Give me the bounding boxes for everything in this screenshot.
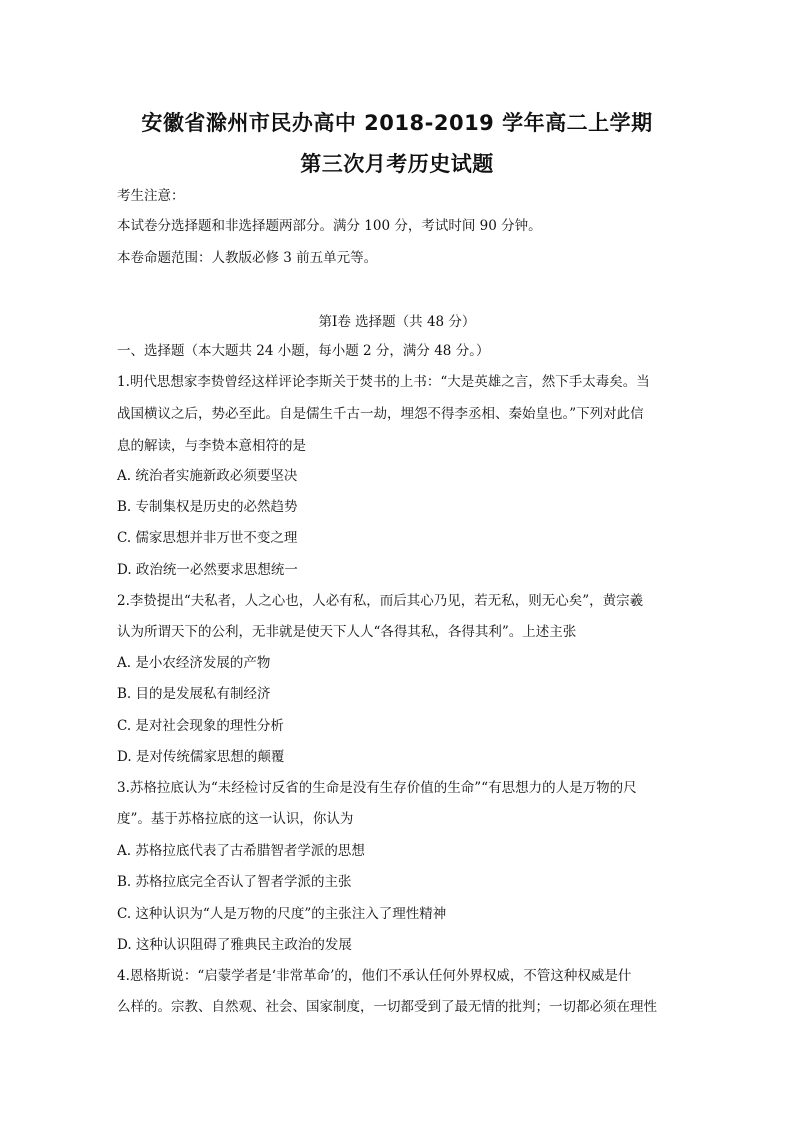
notice-item-1: 本试卷分选择题和非选择题两部分。满分 100 分，考试时间 90 分钟。: [117, 218, 542, 234]
question-3-option-c: C. 这种认识为“人是万物的尺度”的主张注入了理性精神: [117, 906, 447, 922]
question-2-stem-line1: 2.李贽提出“夫私者，人之心也，人必有私，而后其心乃见，若无私，则无心矣”，黄宗羲: [117, 593, 644, 609]
question-1-stem-line2: 战国横议之后，势必至此。自是儒生千古一劫，埋怨不得李丞相、秦始皇也。”下列对此信: [117, 406, 644, 422]
question-4-stem-line2: 么样的。宗教、自然观、社会、国家制度，一切都受到了最无情的批判；一切都必须在理性: [117, 999, 657, 1015]
question-3-option-a: A. 苏格拉底代表了古希腊智者学派的思想: [117, 843, 365, 859]
question-2-stem-line2: 认为所谓天下的公利，无非就是使天下人人“各得其私，各得其利”。上述主张: [117, 624, 577, 640]
question-2-option-c: C. 是对社会现象的理性分析: [117, 718, 284, 734]
notice-item-2: 本卷命题范围：人教版必修 3 前五单元等。: [117, 250, 378, 266]
question-3-option-d: D. 这种认识阻碍了雅典民主政治的发展: [117, 937, 352, 953]
question-1-option-d: D. 政治统一必然要求思想统一: [117, 562, 298, 578]
question-1-option-a: A. 统治者实施新政必须要坚决: [117, 468, 298, 484]
question-2-option-b: B. 目的是发展私有制经济: [117, 686, 271, 702]
section-title: 第Ⅰ卷 选择题（共 48 分）: [318, 314, 476, 330]
question-3-stem-line1: 3.苏格拉底认为“未经检讨反省的生命是没有生存价值的生命”“有思想力的人是万物的尺: [117, 780, 637, 796]
question-3-stem-line2: 度”。基于苏格拉底的这一认识，你认为: [117, 811, 354, 827]
question-4-stem-line1: 4.恩格斯说：“启蒙学者是‘非常革命’的，他们不承认任何外界权威，不管这种权威是什: [117, 968, 632, 984]
exam-title-line2: 第三次月考历史试题: [300, 152, 494, 176]
part-heading: 一、选择题（本大题共 24 小题，每小题 2 分，满分 48 分。）: [117, 343, 490, 359]
question-1-option-c: C. 儒家思想并非万世不变之理: [117, 530, 298, 546]
question-2-option-a: A. 是小农经济发展的产物: [117, 655, 271, 671]
exam-title-line1: 安徽省滁州市民办高中 2018-2019 学年高二上学期: [141, 111, 653, 135]
question-3-option-b: B. 苏格拉底完全否认了智者学派的主张: [117, 874, 352, 890]
question-1-stem-line1: 1.明代思想家李贽曾经这样评论李斯关于焚书的上书：“大是英雄之言，然下手太毒矣。当: [117, 374, 650, 390]
question-1-option-b: B. 专制集权是历史的必然趋势: [117, 499, 298, 515]
notice-heading: 考生注意：: [117, 188, 185, 204]
question-1-stem-line3: 息的解读，与李贽本意相符的是: [117, 438, 306, 454]
question-2-option-d: D. 是对传统儒家思想的颠覆: [117, 749, 285, 765]
